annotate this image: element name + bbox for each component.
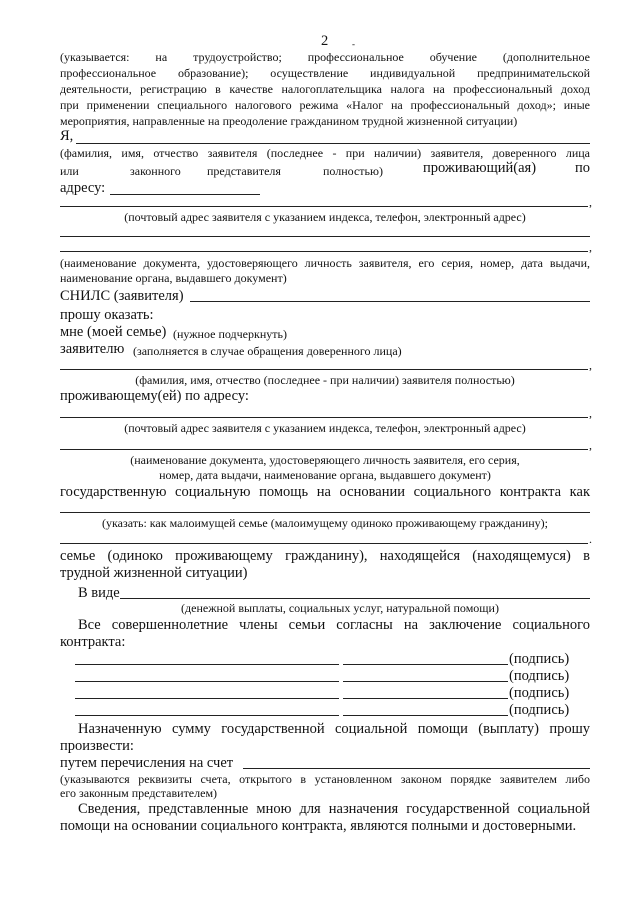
residing-address-comma: ,	[589, 406, 592, 420]
family-line-1: семье (одиноко проживающему гражданину), находящейся (находящемуся) в	[60, 548, 590, 564]
signature-label-3: (подпись)	[509, 685, 570, 701]
document-hint-1: (наименование документа, удостоверяющего личность заявителя, его серия, номер, дата выдачи,	[60, 256, 590, 270]
signature-label-4: (подпись)	[509, 702, 570, 718]
document-field-1[interactable]	[60, 236, 590, 237]
residing-address-label: проживающему(ей) по адресу:	[60, 388, 249, 404]
signature-label-1: (подпись)	[509, 651, 570, 667]
intro-line-1: (указывается: на трудоустройство; профессиональное обучение (дополнительное	[60, 50, 590, 64]
address-comma: ,	[589, 195, 592, 209]
me-label: мне (моей семье)	[60, 324, 167, 340]
member-signature-field-3[interactable]	[343, 698, 508, 699]
applicant-hint-1: (фамилия, имя, отчество заявителя (последнее - при наличии) заявителя, доверенного лица	[60, 146, 590, 160]
trusted-hint: (заполняется в случае обращения доверенного лица)	[133, 344, 402, 358]
document-field-2[interactable]	[60, 251, 588, 252]
applicant-hint-representative: представителя	[207, 164, 281, 178]
member-signature-field-2[interactable]	[343, 681, 508, 682]
document-comma: ,	[589, 240, 592, 254]
document-hint2-1: (наименование документа, удостоверяющего личность заявителя, его серия,	[130, 453, 520, 467]
payment-line-2: произвести:	[60, 738, 134, 754]
document-hint2-2: номер, дата выдачи, наименование органа, выдавшего документ)	[159, 468, 491, 482]
account-hint-1: (указываются реквизиты счета, открытого в установленном законом порядке заявителем либо	[60, 772, 590, 786]
member-name-field-4[interactable]	[75, 715, 339, 716]
consent-line-1: Все совершеннолетние члены семьи согласны на заключение социального	[78, 617, 590, 633]
account-field[interactable]	[243, 768, 590, 769]
category-field[interactable]	[60, 512, 590, 513]
intro-line-2: профессиональное образование); осуществление индивидуальной предпринимательской	[60, 66, 590, 80]
residing-label: проживающий(ая)	[423, 160, 537, 176]
trusted-fio-comma: ,	[589, 358, 592, 372]
applicant-hint-legal: законного	[130, 164, 181, 178]
account-label: путем перечисления на счет	[60, 755, 234, 771]
member-name-field-1[interactable]	[75, 664, 339, 665]
category-field-2[interactable]	[60, 543, 588, 544]
member-signature-field-1[interactable]	[343, 664, 508, 665]
snils-label: СНИЛС (заявителя)	[60, 288, 184, 304]
state-help-line: государственную социальную помощь на основании социального контракта как	[60, 484, 590, 500]
ya-label: Я,	[60, 128, 74, 144]
snils-field[interactable]	[190, 301, 590, 302]
postal-hint-2: (почтовый адрес заявителя с указанием индекса, телефон, электронный адрес)	[124, 421, 526, 435]
address-field-2[interactable]	[60, 206, 588, 207]
account-hint-2: его законным представителем)	[60, 786, 218, 800]
page-mark: -	[352, 39, 355, 49]
form-label: В виде	[78, 585, 120, 601]
applicant-hint-full: полностью)	[323, 164, 383, 178]
member-signature-field-4[interactable]	[343, 715, 508, 716]
document-hint-2: наименование органа, выдавшего документ)	[60, 271, 287, 285]
signature-label-2: (подпись)	[509, 668, 570, 684]
intro-line-5: мероприятия, направленные на преодоление гражданином трудной жизненной ситуации)	[60, 114, 518, 128]
consent-line-2: контракта:	[60, 634, 126, 650]
family-line-2: трудной жизненной ситуации)	[60, 565, 248, 581]
applicant-name-field[interactable]	[76, 143, 590, 144]
applicant-label: заявителю	[60, 341, 125, 357]
intro-line-4: при применении специального налогового режима «Налог на профессиональный доход»; иные	[60, 98, 590, 112]
member-name-field-3[interactable]	[75, 698, 339, 699]
po-label: по	[575, 160, 591, 176]
address-field-1[interactable]	[110, 194, 260, 195]
fio-hint: (фамилия, имя, отчество (последнее - при наличии) заявителя полностью)	[135, 373, 515, 387]
final-line-1: Сведения, представленные мною для назначения государственной социальной	[78, 801, 590, 817]
postal-hint-1: (почтовый адрес заявителя с указанием индекса, телефон, электронный адрес)	[124, 210, 526, 224]
underline-hint: (нужное подчеркнуть)	[173, 327, 287, 341]
applicant-hint-or: или	[60, 164, 79, 178]
specify-hint: (указать: как малоимущей семье (малоимущему одиноко проживающему гражданину);	[102, 516, 548, 530]
page-number: 2	[321, 33, 329, 49]
address-label: адресу:	[60, 180, 106, 196]
member-name-field-2[interactable]	[75, 681, 339, 682]
intro-line-3: деятельности, регистрацию в качестве налогоплательщика налога на профессиональный доход	[60, 82, 590, 96]
trusted-fio-field[interactable]	[60, 369, 588, 370]
category-period: .	[589, 532, 592, 546]
form-field[interactable]	[120, 598, 590, 599]
form-hint: (денежной выплаты, социальных услуг, натуральной помощи)	[181, 601, 499, 615]
document-field-3[interactable]	[60, 449, 588, 450]
residing-address-field[interactable]	[60, 417, 588, 418]
final-line-2: помощи на основании социального контракта, являются полными и достоверными.	[60, 818, 577, 834]
payment-line-1: Назначенную сумму государственной социальной помощи (выплату) прошу	[78, 721, 590, 737]
request-label: прошу оказать:	[60, 307, 154, 323]
document-comma-2: ,	[589, 438, 592, 452]
